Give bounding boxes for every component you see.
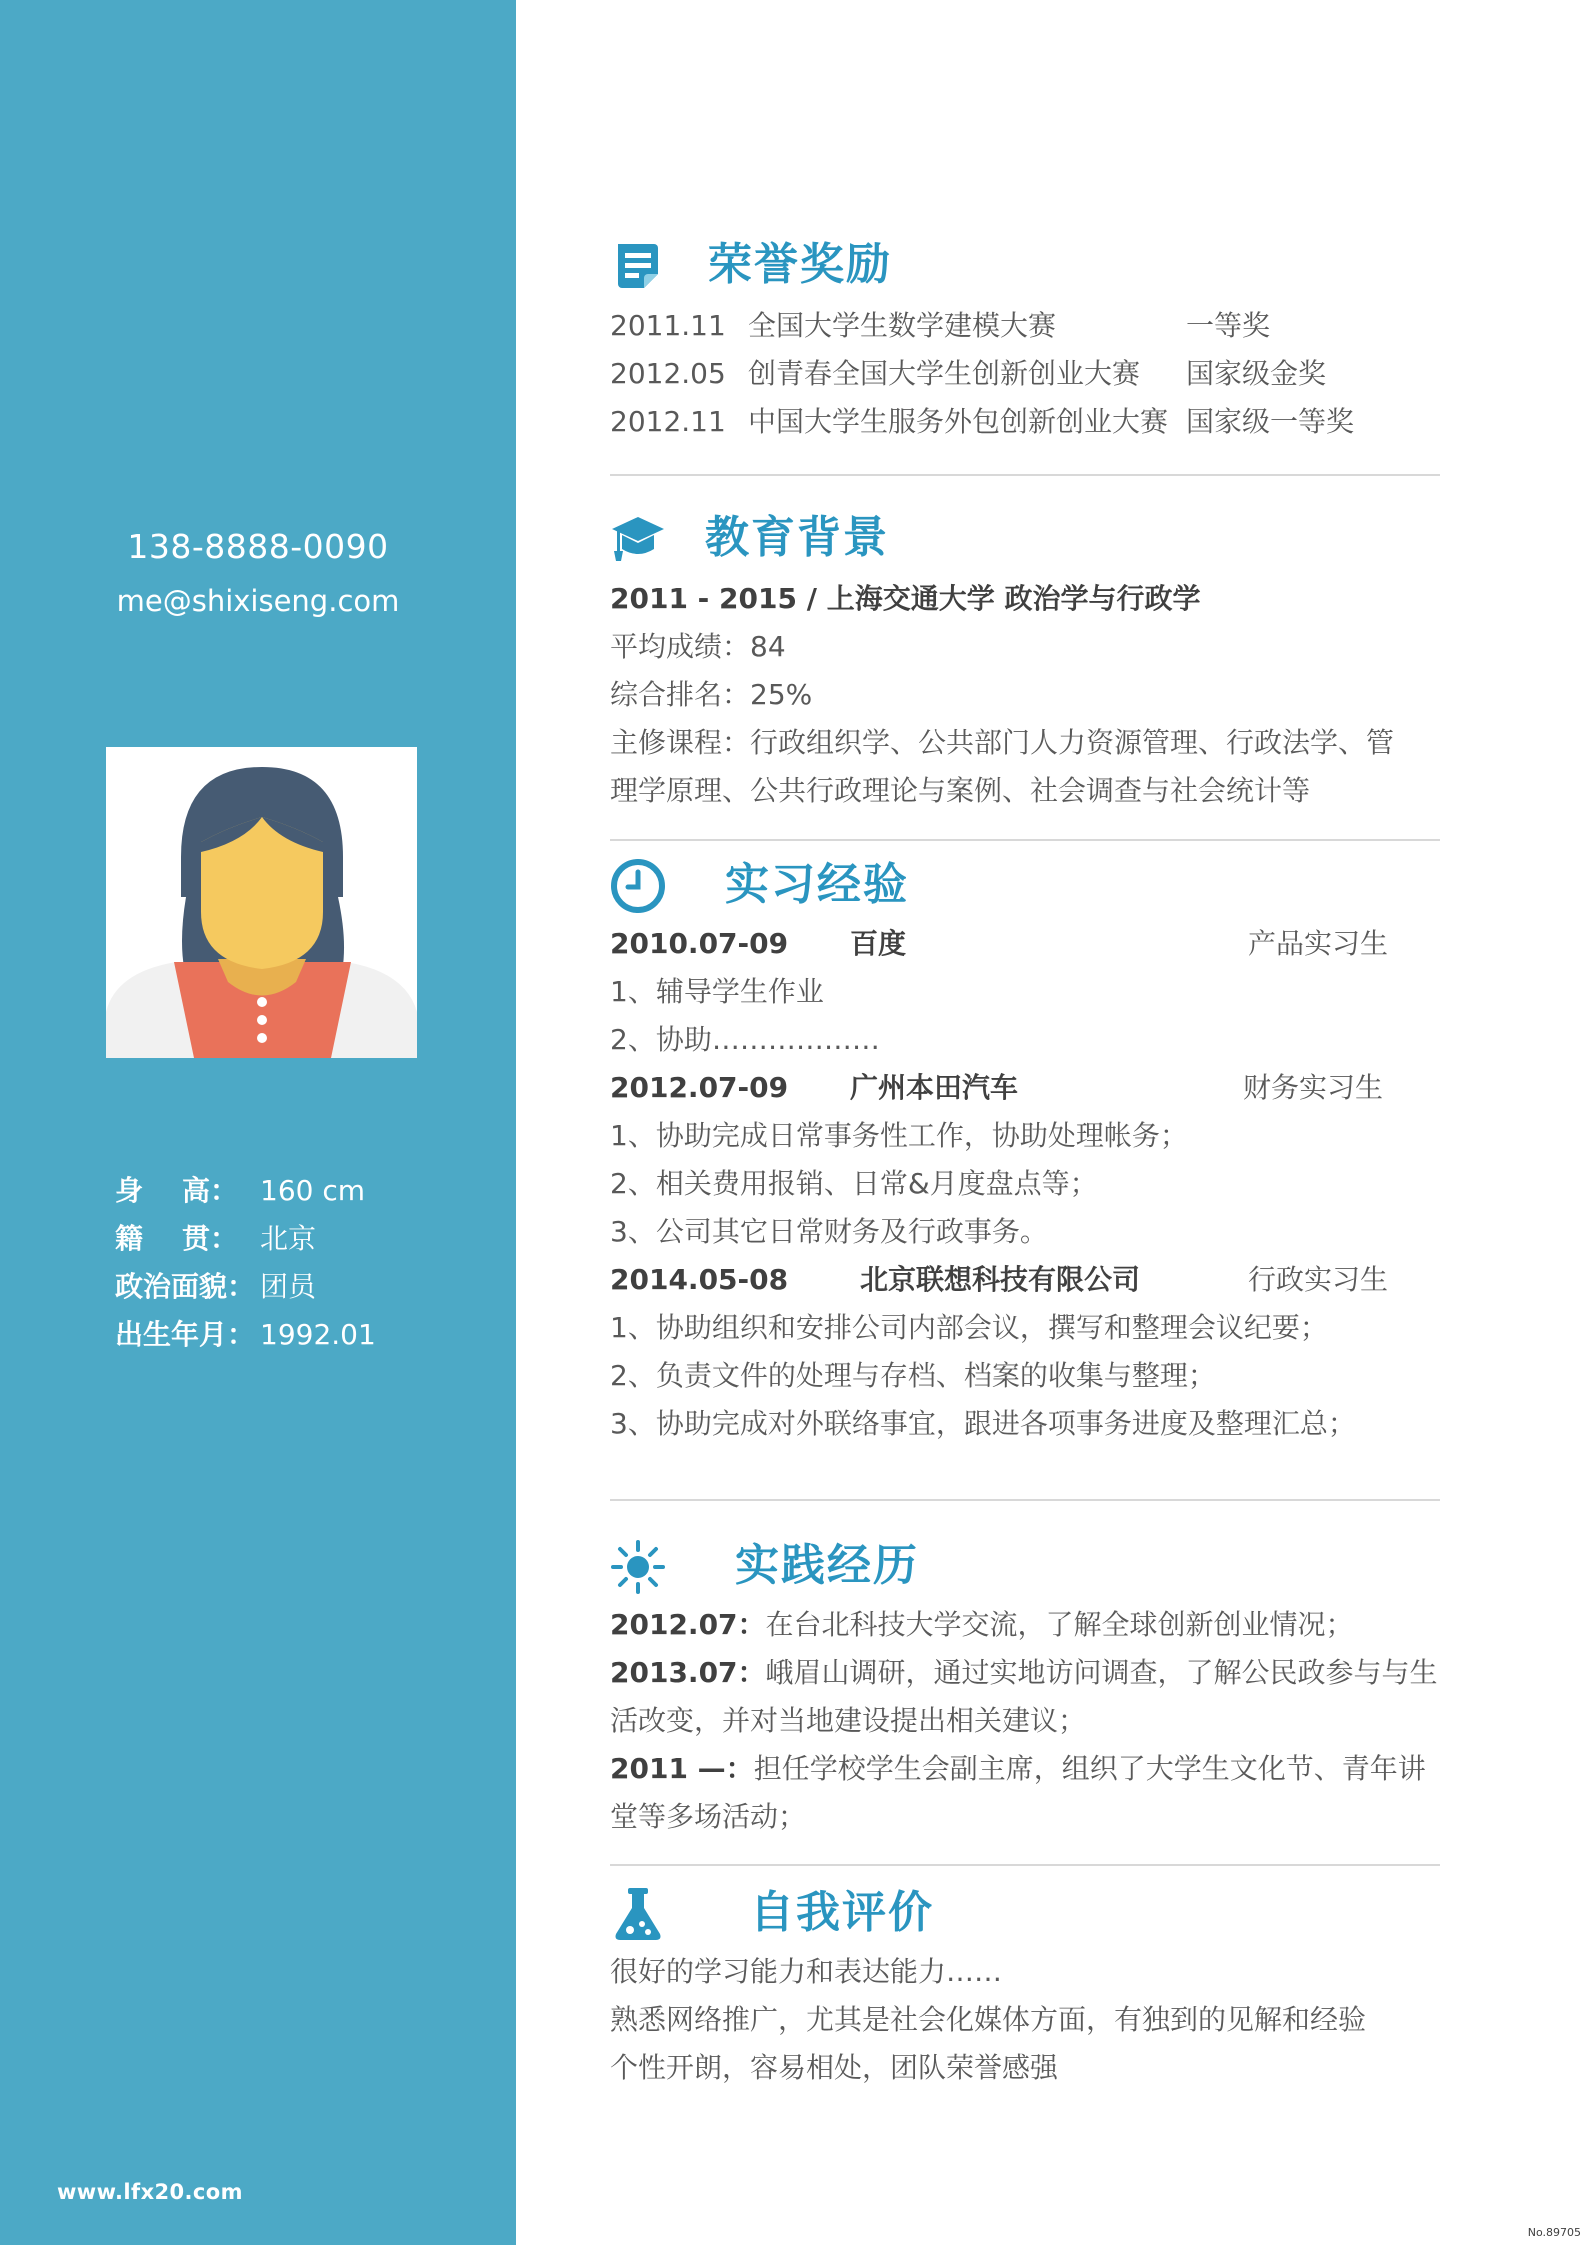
evaluation-line: 很好的学习能力和表达能力…… xyxy=(610,1955,1003,1988)
section-title: 自我评价 xyxy=(750,1887,934,1938)
personal-info xyxy=(115,1167,376,1359)
info-height xyxy=(115,1167,376,1215)
practice-item xyxy=(610,1649,1438,1697)
intern-date: 2012.07-09 xyxy=(610,1071,789,1104)
intern-date: 2010.07-09 xyxy=(610,927,789,960)
avatar xyxy=(106,747,417,1058)
award-name: 创青春全国大学生创新创业大赛 xyxy=(748,357,1141,390)
award-name: 全国大学生数学建模大赛 xyxy=(748,309,1057,342)
practice-date: 2013.07： xyxy=(610,1656,766,1689)
intern-duty: 2、负责文件的处理与存档、档案的收集与整理； xyxy=(610,1359,1216,1392)
evaluation-line: 熟悉网络推广，尤其是社会化媒体方面，有独到的见解和经验 xyxy=(610,2003,1367,2036)
info-value: 1992.01 xyxy=(260,1318,376,1351)
practice-text: 峨眉山调研，通过实地访问调查，了解公民政参与与生 xyxy=(765,1656,1438,1689)
education-courses: 理学原理、公共行政理论与案例、社会调查与社会统计等 xyxy=(610,774,1311,807)
education-courses: 主修课程：行政组织学、公共部门人力资源管理、行政法学、管 xyxy=(610,726,1395,759)
section-divider xyxy=(610,1499,1440,1501)
evaluation-line: 个性开朗，容易相处，团队荣誉感强 xyxy=(610,2051,1059,2084)
info-label: 出生年月： xyxy=(115,1318,256,1351)
intern-company: 广州本田汽车 xyxy=(850,1071,1019,1104)
practice-text: 堂等多场活动； xyxy=(610,1800,807,1833)
education-header: 2011 - 2015 / 上海交通大学 政治学与行政学 xyxy=(610,582,1201,615)
practice-item xyxy=(610,1745,1426,1793)
info-label: 籍 贯： xyxy=(115,1222,238,1255)
section-divider xyxy=(610,474,1440,476)
info-birth-date xyxy=(115,1311,376,1359)
practice-text: 担任学校学生会副主席，组织了大学生文化节、青年讲 xyxy=(753,1752,1426,1785)
intern-duty: 3、协助完成对外联络事宜，跟进各项事务进度及整理汇总； xyxy=(610,1407,1356,1440)
award-level: 国家级金奖 xyxy=(1186,357,1327,390)
info-label: 身 高： xyxy=(115,1174,238,1207)
section-title: 荣誉奖励 xyxy=(708,239,892,290)
section-divider xyxy=(610,1864,1440,1866)
practice-text: 在台北科技大学交流，了解全球创新创业情况； xyxy=(765,1608,1354,1641)
clock-icon xyxy=(610,858,666,914)
notebook-icon xyxy=(610,238,666,294)
award-level: 国家级一等奖 xyxy=(1186,405,1355,438)
section-title: 教育背景 xyxy=(705,512,889,563)
website-watermark[interactable]: www.lfx20.com xyxy=(57,2180,243,2204)
intern-duty: 3、公司其它日常财务及行政事务。 xyxy=(610,1215,1048,1248)
info-label: 政治面貌： xyxy=(115,1270,256,1303)
intern-duty: 1、协助完成日常事务性工作，协助处理帐务； xyxy=(610,1119,1188,1152)
info-value: 160 cm xyxy=(260,1174,366,1207)
sun-icon xyxy=(610,1539,666,1595)
info-value: 团员 xyxy=(260,1270,317,1303)
award-date: 2011.11 xyxy=(610,309,726,342)
intern-duty: 2、协助……………… xyxy=(610,1023,880,1056)
award-date: 2012.05 xyxy=(610,357,726,390)
award-name: 中国大学生服务外包创新创业大赛 xyxy=(748,405,1169,438)
practice-text: 活改变，并对当地建设提出相关建议； xyxy=(610,1704,1087,1737)
intern-role: 产品实习生 xyxy=(1248,927,1389,960)
intern-date: 2014.05-08 xyxy=(610,1263,789,1296)
section-title: 实践经历 xyxy=(735,1540,919,1591)
intern-role: 财务实习生 xyxy=(1243,1071,1384,1104)
practice-item xyxy=(610,1601,1354,1649)
email-address: me@shixiseng.com xyxy=(116,584,400,618)
award-date: 2012.11 xyxy=(610,405,726,438)
practice-date: 2012.07： xyxy=(610,1608,766,1641)
education-gpa: 平均成绩：84 xyxy=(610,630,786,663)
graduation-cap-icon xyxy=(610,511,666,567)
info-value: 北京 xyxy=(260,1222,317,1255)
intern-duty: 1、协助组织和安排公司内部会议，撰写和整理会议纪要； xyxy=(610,1311,1328,1344)
sidebar xyxy=(0,0,516,2245)
section-divider xyxy=(610,839,1440,841)
phone-number: 138-8888-0090 xyxy=(127,527,389,566)
info-political-status xyxy=(115,1263,376,1311)
intern-company: 百度 xyxy=(850,927,907,960)
avatar-illustration xyxy=(106,747,417,1058)
info-hometown xyxy=(115,1215,376,1263)
intern-duty: 1、辅导学生作业 xyxy=(610,975,824,1008)
practice-date: 2011 —： xyxy=(610,1752,754,1785)
intern-role: 行政实习生 xyxy=(1248,1263,1389,1296)
flask-icon xyxy=(610,1886,666,1942)
award-level: 一等奖 xyxy=(1186,309,1271,342)
template-number: No.89705 xyxy=(1527,2226,1581,2239)
intern-company: 北京联想科技有限公司 xyxy=(860,1263,1141,1296)
section-title: 实习经验 xyxy=(725,859,909,910)
intern-duty: 2、相关费用报销、日常&月度盘点等； xyxy=(610,1167,1098,1200)
education-rank: 综合排名：25% xyxy=(610,678,813,711)
